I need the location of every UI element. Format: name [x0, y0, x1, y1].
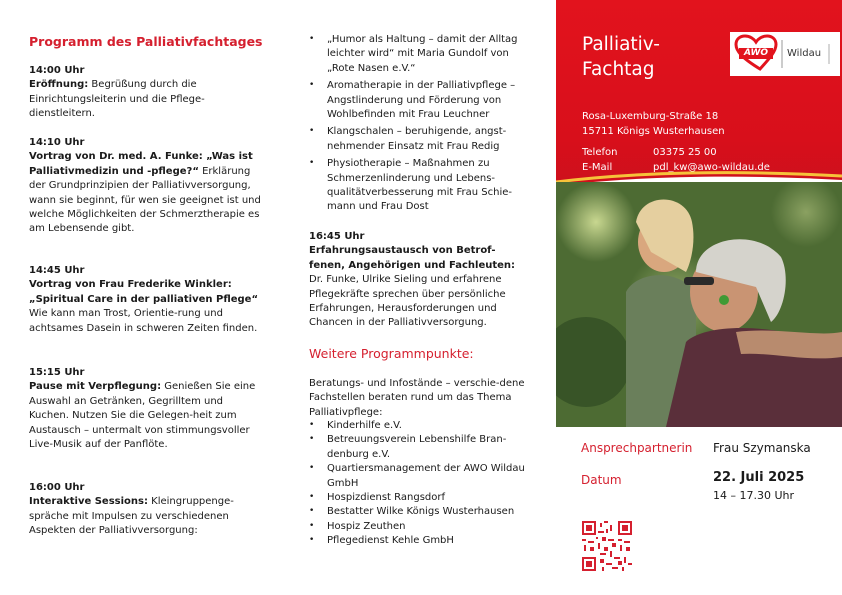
list-item: • Bestatter Wilke Königs Wusterhausen [309, 505, 531, 519]
qr-code-icon[interactable] [582, 521, 632, 571]
program-item-time: 15:15 Uhr [29, 367, 85, 378]
list-item: • „Humor als Haltung – damit der Alltag leichter wird“ mit Maria Gundolf von „Rote Nasen e.V.“ [309, 33, 531, 76]
exchange-heading: Erfahrungsaustausch von Betrof-fenen, Angehörigen und Fachleuten: [309, 245, 516, 271]
program-item [29, 366, 261, 452]
program-item [29, 64, 261, 122]
email-label: E-Mail [582, 161, 613, 173]
program-item-text: Begrüßung durch die Einrichtungsleiterin und die Pflege-dienstleitern. [29, 79, 205, 120]
program-item [29, 136, 261, 237]
list-item: • Physiotherapie – Maßnahmen zu Schmerzenlinderung und Lebens-qualitätverbesserung mit Frau Schie-mann und Frau Dost [309, 157, 531, 215]
program-item-time: 14:45 Uhr [29, 265, 85, 276]
photo-illustration [556, 182, 842, 427]
more-program-title: Weitere Programmpunkte: [309, 346, 474, 361]
exchange-text: Dr. Funke, Ulrike Sieling und erfahrene Pflegekräfte sprechen über persönliche Erfahrungen, Herausforderungen und Chancen in der Palliativversorgung. [309, 274, 506, 329]
program-item-time: 16:00 Uhr [29, 482, 85, 493]
list-item: • Aromatherapie in der Palliativpflege – Angstlinderung und Förderung von Wohlbefinden mit Frau Leuchner [309, 79, 531, 122]
list-item: • Klangschalen – beruhigende, angst-nehmender Einsatz mit Frau Redig [309, 125, 531, 154]
stands-list [309, 419, 531, 549]
email-address[interactable]: pdl_kw@awo-wildau.de [653, 161, 770, 173]
list-item: • Betreuungsverein Lebenshilfe Bran-denburg e.V. [309, 433, 531, 462]
program-item-heading: Vortrag von Dr. med. A. Funke: „Was ist Palliativmedizin und -pflege?“ [29, 151, 253, 177]
event-title-line1: Palliativ- [582, 34, 660, 55]
program-item-text: Wie kann man Trost, Orientie-rung und achtsames Dasein in schweren Zeiten finden. [29, 308, 258, 334]
logo-place: Wildau [787, 48, 822, 59]
list-item: • Kinderhilfe e.V. [309, 419, 531, 433]
title-banner [556, 0, 842, 200]
program-item [29, 264, 261, 336]
exchange-time: 16:45 Uhr [309, 231, 365, 242]
event-time: 14 – 17.30 Uhr [713, 489, 795, 502]
contact-person-name: Frau Szymanska [713, 441, 811, 455]
event-title [582, 32, 660, 82]
session-list [309, 33, 531, 215]
program-item-heading: Pause mit Verpflegung: [29, 381, 162, 393]
program-item [29, 481, 261, 539]
program-item-text: Genießen Sie eine Auswahl an Getränken, Gegrilltem und Kuchen. Nutzen Sie die Gelegen-heit zum Austausch – untermalt von stimmungsvoller Live-Musik auf der Panflöte. [29, 381, 256, 451]
more-program-intro: Beratungs- und Infostände – verschie-dene Fachstellen beraten rund um das Thema Palliativpflege: [309, 378, 525, 418]
program-item-heading: Vortrag von Frau Frederike Winkler: „Spiritual Care in der palliativen Pflege“ [29, 279, 259, 305]
program-item-time: 14:10 Uhr [29, 137, 85, 148]
contact-person-label: Ansprechpartnerin [581, 441, 693, 455]
date-label: Datum [581, 473, 622, 487]
list-item: • Hospizdienst Rangsdorf [309, 491, 531, 505]
event-date: 22. Juli 2025 [713, 470, 805, 485]
hero-photo [556, 182, 842, 427]
program-item-text: Kleingruppenge-spräche mit Impulsen zu verschiedenen Aspekten der Palliativversorgung: [29, 496, 234, 537]
address-line: Rosa-Luxemburg-Straße 18 [582, 111, 719, 122]
address-line: 15711 Königs Wusterhausen [582, 125, 725, 137]
cover-column [556, 0, 842, 595]
program-item-text: Erklärung der Grundprinzipien der Palliativversorgung, wann sie beginnt, für wen sie geeignet ist und welche Möglichkeiten der Schmerztherapie es am Lebensende gibt. [29, 165, 261, 235]
list-item: • Quartiersmanagement der AWO Wildau GmbH [309, 462, 531, 491]
list-item: • Hospiz Zeuthen [309, 520, 531, 534]
program-item-heading: Interaktive Sessions: [29, 496, 148, 508]
program-item-heading: Eröffnung: [29, 79, 89, 91]
exchange-block [309, 230, 527, 331]
program-item-time: 14:00 Uhr [29, 65, 85, 76]
phone-label: Telefon [582, 147, 618, 158]
phone-number[interactable]: 03375 25 00 [653, 147, 717, 158]
event-title-line2: Fachtag [582, 59, 655, 80]
logo-text: AWO [743, 48, 769, 58]
list-item: • Pflegedienst Kehle GmbH [309, 534, 531, 548]
program-title: Programm des Palliativfachtages [29, 34, 263, 49]
awo-logo [730, 32, 840, 76]
